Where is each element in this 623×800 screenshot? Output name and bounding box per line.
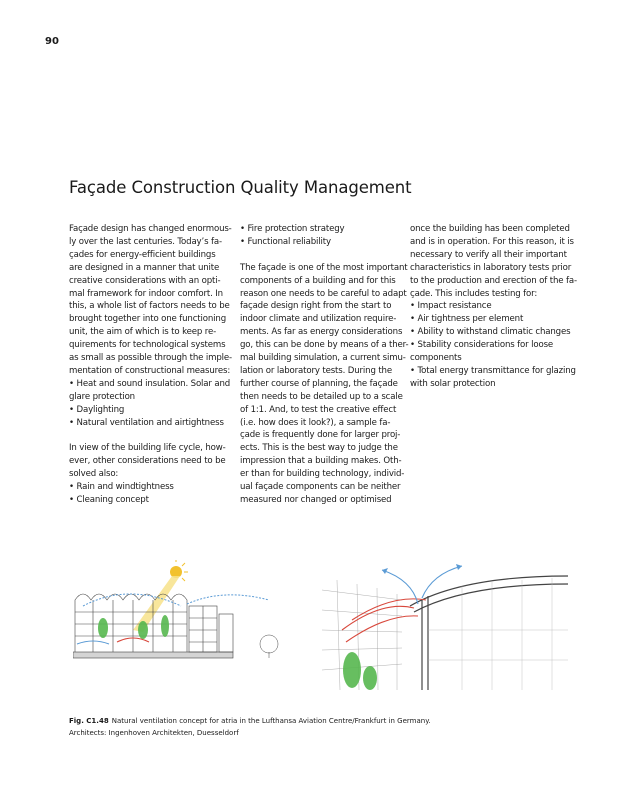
text-line: mentation of constructional measures: xyxy=(69,365,231,376)
text-line: ects. This is the best way to judge the xyxy=(240,443,398,454)
text-line: mal building simulation, a current simu- xyxy=(240,353,406,364)
text-line: solved also: xyxy=(69,469,119,480)
bullet-line: • Air tightness per element xyxy=(410,313,570,326)
text-line: go, this can be done by means of a ther- xyxy=(240,340,409,351)
text-line: measured nor changed or optimised xyxy=(240,495,392,506)
text-line: ly over the last centuries. Today’s fa- xyxy=(69,236,222,247)
text-line: façade design right from the start to xyxy=(240,301,392,312)
text-line: ever, other considerations need to be xyxy=(69,456,226,467)
figure-credit: Architects: Ingenhoven Architekten, Duesseldorf xyxy=(69,729,239,737)
text-line: necessary to verify all their important xyxy=(410,249,567,260)
text-line: çade is frequently done for larger proj- xyxy=(240,430,401,441)
text-line: brought together into one functioning xyxy=(69,314,227,325)
text-line: this, a whole list of factors needs to be xyxy=(69,301,230,312)
text-column-1 xyxy=(69,223,232,507)
text-line: indoor climate and utilization require- xyxy=(240,314,397,325)
bullet-line: • Total energy transmittance for glazing xyxy=(410,365,570,378)
text-column-2 xyxy=(240,223,409,507)
page-title: Façade Construction Quality Management xyxy=(69,178,412,197)
text-line: glare protection xyxy=(69,391,135,402)
text-line: In view of the building life cycle, how- xyxy=(69,443,226,454)
text-line: Façade design has changed enormous- xyxy=(69,224,232,234)
text-line: çades for energy-efficient buildings xyxy=(69,249,216,260)
text-line: to the production and erection of the fa- xyxy=(410,275,577,286)
text-line: er than for building technology, individ- xyxy=(240,469,405,480)
text-line: characteristics in laboratory tests prior xyxy=(410,262,572,273)
text-line: with solar protection xyxy=(410,378,496,389)
figure-caption-text: Natural ventilation concept for atria in the Lufthansa Aviation Centre/Frankfurt in Germany. xyxy=(111,717,431,725)
bullet-line: • Heat and sound insulation. Solar and xyxy=(69,378,229,391)
text-line: then needs to be detailed up to a scale xyxy=(240,391,403,402)
figure-label: Fig. C1.48 xyxy=(69,717,109,725)
text-line: ual façade components can be neither xyxy=(240,482,401,493)
bullet-line: • Ability to withstand climatic changes xyxy=(410,326,570,339)
bullet-line: • Fire protection strategy xyxy=(240,223,400,236)
text-line: reason one needs to be careful to adapt xyxy=(240,288,407,299)
figure-building-section xyxy=(73,560,291,665)
paragraph-gap xyxy=(240,249,400,262)
text-line: components xyxy=(410,353,462,364)
paragraph-gap xyxy=(69,430,229,443)
text-line: çade. This includes testing for: xyxy=(410,288,538,299)
text-line: (i.e. how does it look?), a sample fa- xyxy=(240,417,391,428)
figure-atrium-roof-detail xyxy=(322,560,568,690)
text-line: impression that a building makes. Oth- xyxy=(240,456,402,467)
text-line: lation or laboratory tests. During the xyxy=(240,365,392,376)
text-line: mal framework for indoor comfort. In xyxy=(69,288,223,299)
bullet-line: • Rain and windtightness xyxy=(69,481,229,494)
bullet-line: • Impact resistance xyxy=(410,300,570,313)
text-line: unit, the aim of which is to keep re- xyxy=(69,327,217,338)
text-line: ments. As far as energy considerations xyxy=(240,327,403,338)
text-column-3 xyxy=(410,223,577,391)
bullet-line: • Daylighting xyxy=(69,404,229,417)
text-line: and is in operation. For this reason, it is xyxy=(410,236,574,247)
figure-caption xyxy=(69,715,431,739)
text-line: quirements for technological systems xyxy=(69,340,226,351)
bullet-line: • Functional reliability xyxy=(240,236,400,249)
text-line: of 1:1. And, to test the creative effect xyxy=(240,404,397,415)
bullet-line: • Cleaning concept xyxy=(69,494,229,507)
text-line: are designed in a manner that unite xyxy=(69,262,220,273)
bullet-line: • Natural ventilation and airtightness xyxy=(69,417,229,430)
text-line: components of a building and for this xyxy=(240,275,396,286)
text-line: once the building has been completed xyxy=(410,224,570,234)
text-line: The façade is one of the most important xyxy=(240,262,408,273)
text-line: creative considerations with an opti- xyxy=(69,275,221,286)
text-line: as small as possible through the imple- xyxy=(69,353,232,364)
text-line: further course of planning, the façade xyxy=(240,378,398,389)
bullet-line: • Stability considerations for loose xyxy=(410,339,570,352)
page-number: 90 xyxy=(45,36,59,47)
